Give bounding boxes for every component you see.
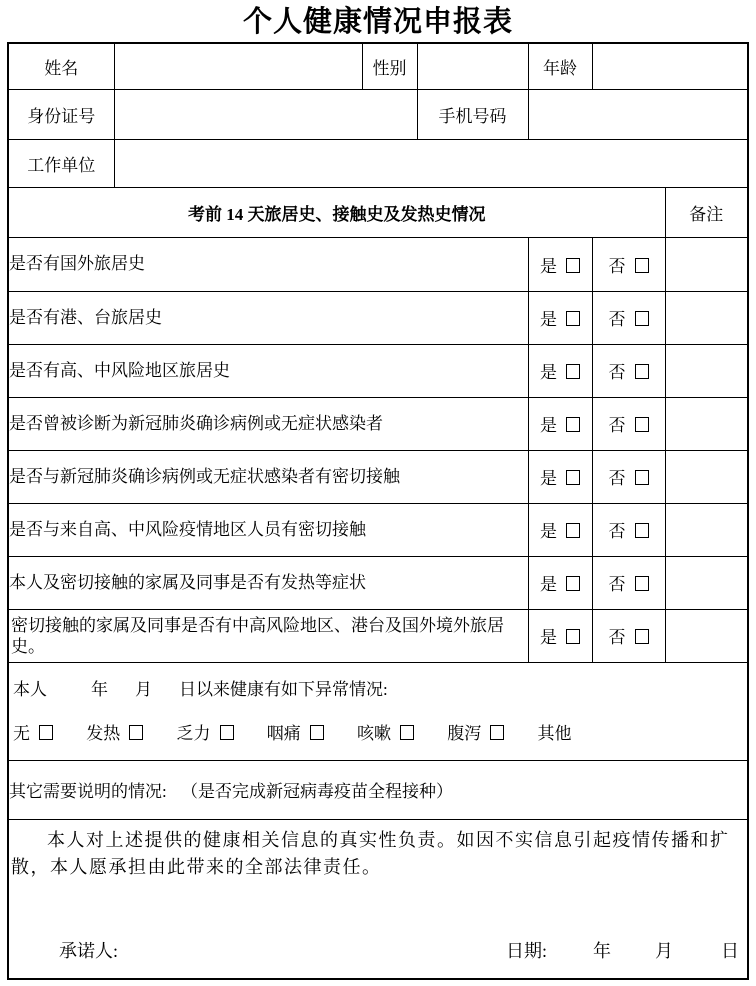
yes-label: 是 bbox=[540, 522, 557, 541]
work-unit-label: 工作单位 bbox=[8, 139, 114, 187]
remark-cell[interactable] bbox=[665, 291, 748, 344]
remark-cell[interactable] bbox=[665, 397, 748, 450]
work-unit-input-cell[interactable] bbox=[114, 139, 748, 187]
question-text: 是否与新冠肺炎确诊病例或无症状感染者有密切接触 bbox=[8, 450, 528, 503]
signature-row bbox=[11, 937, 745, 963]
no-option bbox=[592, 609, 665, 662]
yes-option bbox=[528, 397, 592, 450]
symptoms-intro-prefix: 本人 bbox=[13, 679, 47, 699]
no-checkbox-icon[interactable] bbox=[635, 470, 649, 485]
phone-label: 手机号码 bbox=[417, 89, 528, 139]
id-input-cell[interactable] bbox=[114, 89, 417, 139]
no-label: 否 bbox=[608, 256, 626, 276]
question-row bbox=[8, 397, 748, 450]
no-checkbox-icon[interactable] bbox=[635, 576, 649, 591]
row-other-remarks bbox=[8, 760, 748, 819]
symptom-checkbox-icon[interactable] bbox=[129, 725, 143, 740]
yes-label: 是 bbox=[540, 416, 557, 435]
declaration-section bbox=[8, 819, 748, 979]
remark-cell[interactable] bbox=[665, 344, 748, 397]
yes-option bbox=[528, 344, 592, 397]
phone-input-cell[interactable] bbox=[528, 89, 748, 139]
question-row bbox=[8, 609, 748, 662]
yes-checkbox-icon[interactable] bbox=[566, 417, 580, 432]
question-row bbox=[8, 556, 748, 609]
question-row bbox=[8, 344, 748, 397]
symptoms-intro-rest: 日以来健康有如下异常情况: bbox=[179, 679, 388, 699]
no-label: 否 bbox=[608, 575, 626, 594]
form-table bbox=[7, 42, 749, 980]
symptoms-year-label: 年 bbox=[91, 679, 108, 699]
no-checkbox-icon[interactable] bbox=[635, 311, 649, 326]
symptoms-intro-line bbox=[13, 675, 743, 700]
symptom-checkbox-icon[interactable] bbox=[220, 725, 234, 740]
symptom-checkbox-icon[interactable] bbox=[400, 725, 414, 740]
symptom-option bbox=[267, 724, 324, 743]
symptom-label: 咳嗽 bbox=[357, 723, 391, 743]
symptom-label: 乏力 bbox=[176, 723, 211, 743]
yes-checkbox-icon[interactable] bbox=[566, 258, 580, 273]
yes-option bbox=[528, 237, 592, 291]
yes-label: 是 bbox=[540, 310, 557, 329]
no-label: 否 bbox=[608, 310, 626, 329]
history-section-title: 考前 14 天旅居史、接触史及发热史情况 bbox=[8, 187, 665, 237]
question-row bbox=[8, 237, 748, 291]
row-id-phone bbox=[8, 89, 748, 139]
remark-cell[interactable] bbox=[665, 450, 748, 503]
question-row bbox=[8, 503, 748, 556]
no-option bbox=[592, 291, 665, 344]
symptom-option bbox=[177, 724, 234, 743]
yes-checkbox-icon[interactable] bbox=[566, 629, 580, 644]
id-label: 身份证号 bbox=[8, 89, 114, 139]
yes-label: 是 bbox=[540, 628, 557, 647]
name-label: 姓名 bbox=[8, 43, 114, 89]
question-text: 是否有国外旅居史 bbox=[8, 237, 528, 291]
symptom-option bbox=[86, 724, 143, 743]
symptom-option-other bbox=[538, 724, 572, 743]
question-text: 是否有港、台旅居史 bbox=[8, 291, 528, 344]
yes-checkbox-icon[interactable] bbox=[566, 311, 580, 326]
other-remarks-section[interactable] bbox=[8, 760, 748, 819]
symptoms-options-line bbox=[13, 719, 743, 744]
remark-header: 备注 bbox=[665, 187, 748, 237]
no-option bbox=[592, 397, 665, 450]
no-option bbox=[592, 503, 665, 556]
date-group bbox=[506, 937, 739, 963]
symptom-label: 腹泻 bbox=[447, 723, 482, 743]
yes-checkbox-icon[interactable] bbox=[566, 470, 580, 485]
row-history-header bbox=[8, 187, 748, 237]
row-declaration bbox=[8, 819, 748, 979]
remark-cell[interactable] bbox=[665, 503, 748, 556]
question-row bbox=[8, 450, 748, 503]
row-work-unit bbox=[8, 139, 748, 187]
question-text: 是否曾被诊断为新冠肺炎确诊病例或无症状感染者 bbox=[8, 397, 528, 450]
remark-cell[interactable] bbox=[665, 237, 748, 291]
declaration-text: 本人对上述提供的健康相关信息的真实性负责。如因不实信息引起疫情传播和扩散，本人愿承担由此带来的全部法律责任。 bbox=[11, 829, 730, 877]
promiser-label[interactable]: 承诺人: bbox=[59, 940, 119, 961]
question-text: 密切接触的家属及同事是否有中高风险地区、港台及国外境外旅居史。 bbox=[8, 609, 528, 662]
yes-option bbox=[528, 503, 592, 556]
symptom-label: 咽痛 bbox=[266, 723, 301, 743]
yes-label: 是 bbox=[540, 575, 557, 594]
other-remarks-note: （是否完成新冠病毒疫苗全程接种） bbox=[180, 782, 453, 801]
gender-input-cell[interactable] bbox=[417, 43, 528, 89]
date-year-label: 年 bbox=[593, 940, 611, 961]
question-text: 是否有高、中风险地区旅居史 bbox=[8, 344, 528, 397]
yes-option bbox=[528, 291, 592, 344]
date-month-label: 月 bbox=[655, 940, 673, 961]
date-day-label: 日 bbox=[721, 940, 739, 961]
question-text: 是否与来自高、中风险疫情地区人员有密切接触 bbox=[8, 503, 528, 556]
symptom-label: 其他 bbox=[537, 723, 572, 743]
symptom-checkbox-icon[interactable] bbox=[490, 725, 504, 740]
age-input-cell[interactable] bbox=[592, 43, 748, 89]
no-label: 否 bbox=[608, 522, 626, 541]
yes-label: 是 bbox=[540, 256, 557, 276]
date-label[interactable]: 日期: bbox=[505, 940, 547, 961]
symptom-option bbox=[13, 724, 53, 743]
yes-checkbox-icon[interactable] bbox=[566, 576, 580, 591]
question-text: 本人及密切接触的家属及同事是否有发热等症状 bbox=[8, 556, 528, 609]
yes-checkbox-icon[interactable] bbox=[566, 364, 580, 379]
no-checkbox-icon[interactable] bbox=[635, 417, 649, 432]
yes-label: 是 bbox=[540, 469, 557, 488]
page-title: 个人健康情况申报表 bbox=[242, 6, 513, 38]
no-checkbox-icon[interactable] bbox=[635, 258, 649, 273]
no-checkbox-icon[interactable] bbox=[635, 523, 649, 538]
no-label: 否 bbox=[608, 628, 626, 647]
no-checkbox-icon[interactable] bbox=[635, 629, 649, 644]
yes-option bbox=[528, 450, 592, 503]
symptom-option bbox=[447, 724, 504, 743]
no-option bbox=[592, 450, 665, 503]
symptom-option bbox=[357, 724, 414, 743]
no-label: 否 bbox=[608, 363, 626, 382]
question-row bbox=[8, 291, 748, 344]
yes-option bbox=[528, 609, 592, 662]
symptom-label: 发热 bbox=[86, 723, 121, 743]
symptoms-month-label: 月 bbox=[135, 679, 152, 699]
symptom-checkbox-icon[interactable] bbox=[39, 725, 53, 740]
no-label: 否 bbox=[608, 416, 626, 435]
yes-option bbox=[528, 556, 592, 609]
no-option bbox=[592, 237, 665, 291]
no-option bbox=[592, 344, 665, 397]
no-option bbox=[592, 556, 665, 609]
remark-cell[interactable] bbox=[665, 609, 748, 662]
symptom-label: 无 bbox=[13, 723, 30, 743]
yes-checkbox-icon[interactable] bbox=[566, 523, 580, 538]
remark-cell[interactable] bbox=[665, 556, 748, 609]
other-remarks-label: 其它需要说明的情况: bbox=[9, 782, 167, 801]
no-label: 否 bbox=[608, 469, 626, 488]
symptom-checkbox-icon[interactable] bbox=[310, 725, 324, 740]
gender-label: 性别 bbox=[362, 43, 417, 89]
no-checkbox-icon[interactable] bbox=[635, 364, 649, 379]
name-input-cell[interactable] bbox=[114, 43, 362, 89]
symptoms-section bbox=[8, 662, 748, 760]
yes-label: 是 bbox=[540, 363, 557, 382]
age-label: 年龄 bbox=[528, 43, 592, 89]
row-name-gender-age bbox=[8, 43, 748, 89]
row-symptoms bbox=[8, 662, 748, 760]
